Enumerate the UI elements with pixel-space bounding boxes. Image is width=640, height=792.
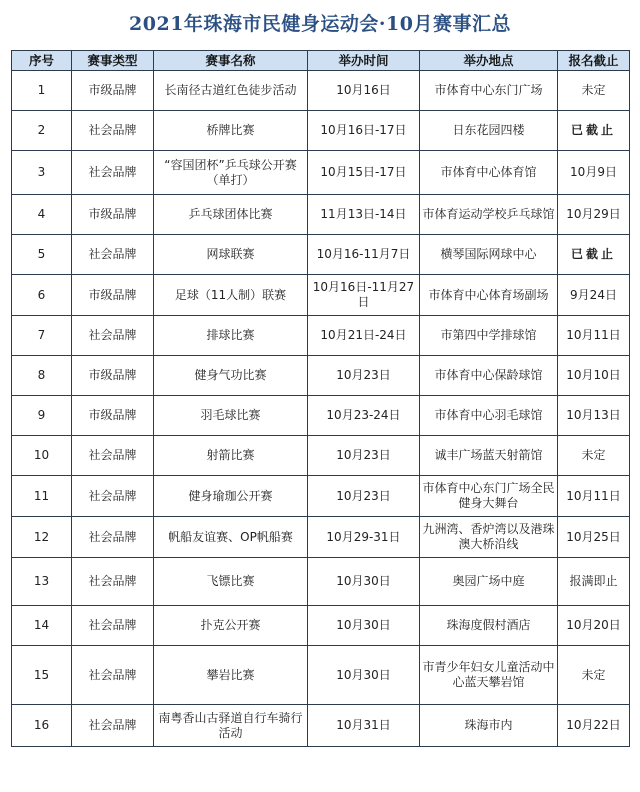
cell-deadline: 10月20日 (558, 606, 630, 646)
cell-index: 16 (12, 705, 72, 747)
cell-name: 帆船友谊赛、OP帆船赛 (154, 517, 308, 558)
cell-name: 桥牌比赛 (154, 111, 308, 151)
cell-type: 社会品牌 (72, 235, 154, 275)
header-index: 序号 (12, 51, 72, 71)
events-table (11, 50, 630, 747)
cell-deadline: 10月22日 (558, 705, 630, 747)
cell-deadline: 10月11日 (558, 316, 630, 356)
table-row (12, 151, 630, 195)
cell-deadline: 未定 (558, 646, 630, 705)
cell-date: 10月29-31日 (308, 517, 420, 558)
cell-type: 社会品牌 (72, 705, 154, 747)
table-row (12, 356, 630, 396)
cell-date: 10月23日 (308, 356, 420, 396)
cell-name: 羽毛球比赛 (154, 396, 308, 436)
cell-name: 射箭比赛 (154, 436, 308, 476)
cell-index: 6 (12, 275, 72, 316)
cell-type: 社会品牌 (72, 151, 154, 195)
table-row (12, 606, 630, 646)
cell-date: 10月23-24日 (308, 396, 420, 436)
table-row (12, 517, 630, 558)
cell-date: 10月23日 (308, 436, 420, 476)
cell-index: 11 (12, 476, 72, 517)
cell-deadline: 10月9日 (558, 151, 630, 195)
cell-type: 市级品牌 (72, 356, 154, 396)
cell-type: 社会品牌 (72, 646, 154, 705)
header-date: 举办时间 (308, 51, 420, 71)
cell-name: “容国团杯”乒乓球公开赛（单打） (154, 151, 308, 195)
cell-deadline: 已截止 (558, 111, 630, 151)
cell-date: 10月16-11月7日 (308, 235, 420, 275)
cell-index: 9 (12, 396, 72, 436)
cell-date: 10月21日-24日 (308, 316, 420, 356)
cell-index: 7 (12, 316, 72, 356)
cell-type: 市级品牌 (72, 195, 154, 235)
cell-type: 市级品牌 (72, 275, 154, 316)
cell-deadline: 10月25日 (558, 517, 630, 558)
cell-venue: 诚丰广场蓝天射箭馆 (420, 436, 558, 476)
cell-type: 社会品牌 (72, 558, 154, 606)
header-name: 赛事名称 (154, 51, 308, 71)
cell-deadline: 未定 (558, 436, 630, 476)
cell-name: 扑克公开赛 (154, 606, 308, 646)
table-row (12, 558, 630, 606)
header-row (12, 51, 630, 71)
cell-type: 社会品牌 (72, 111, 154, 151)
cell-type: 社会品牌 (72, 316, 154, 356)
cell-date: 10月15日-17日 (308, 151, 420, 195)
table-row (12, 436, 630, 476)
table-row (12, 111, 630, 151)
cell-venue: 珠海市内 (420, 705, 558, 747)
cell-deadline: 10月10日 (558, 356, 630, 396)
table-row (12, 396, 630, 436)
cell-date: 10月16日 (308, 71, 420, 111)
cell-name: 排球比赛 (154, 316, 308, 356)
cell-venue: 市体育中心体育场副场 (420, 275, 558, 316)
cell-deadline: 9月24日 (558, 275, 630, 316)
table-row (12, 646, 630, 705)
cell-date: 10月16日-17日 (308, 111, 420, 151)
cell-index: 10 (12, 436, 72, 476)
cell-name: 网球联赛 (154, 235, 308, 275)
cell-venue: 市体育中心羽毛球馆 (420, 396, 558, 436)
table-row (12, 71, 630, 111)
cell-name: 飞镖比赛 (154, 558, 308, 606)
table-row (12, 476, 630, 517)
cell-index: 14 (12, 606, 72, 646)
cell-venue: 市体育中心东门广场 (420, 71, 558, 111)
table-row (12, 316, 630, 356)
table-row (12, 275, 630, 316)
cell-name: 足球（11人制）联赛 (154, 275, 308, 316)
cell-date: 10月31日 (308, 705, 420, 747)
cell-venue: 奥园广场中庭 (420, 558, 558, 606)
cell-venue: 市第四中学排球馆 (420, 316, 558, 356)
cell-index: 1 (12, 71, 72, 111)
cell-type: 社会品牌 (72, 606, 154, 646)
cell-type: 社会品牌 (72, 436, 154, 476)
cell-type: 社会品牌 (72, 476, 154, 517)
cell-venue: 日东花园四楼 (420, 111, 558, 151)
cell-venue: 市体育中心东门广场全民健身大舞台 (420, 476, 558, 517)
cell-type: 市级品牌 (72, 396, 154, 436)
cell-date: 11月13日-14日 (308, 195, 420, 235)
cell-name: 健身气功比赛 (154, 356, 308, 396)
page-title: 2021年珠海市民健身运动会·10月赛事汇总 (129, 13, 511, 35)
cell-venue: 横琴国际网球中心 (420, 235, 558, 275)
cell-index: 5 (12, 235, 72, 275)
cell-index: 3 (12, 151, 72, 195)
cell-deadline: 10月13日 (558, 396, 630, 436)
cell-type: 社会品牌 (72, 517, 154, 558)
cell-date: 10月30日 (308, 558, 420, 606)
cell-index: 4 (12, 195, 72, 235)
table-row (12, 235, 630, 275)
cell-name: 乒乓球团体比赛 (154, 195, 308, 235)
cell-venue: 市体育运动学校乒乓球馆 (420, 195, 558, 235)
cell-name: 南粤香山古驿道自行车骑行活动 (154, 705, 308, 747)
cell-date: 10月23日 (308, 476, 420, 517)
table-row (12, 705, 630, 747)
cell-deadline: 10月29日 (558, 195, 630, 235)
table-row (12, 195, 630, 235)
header-venue: 举办地点 (420, 51, 558, 71)
cell-index: 2 (12, 111, 72, 151)
header-type: 赛事类型 (72, 51, 154, 71)
cell-deadline: 报满即止 (558, 558, 630, 606)
cell-deadline: 未定 (558, 71, 630, 111)
cell-deadline: 已截止 (558, 235, 630, 275)
cell-deadline: 10月11日 (558, 476, 630, 517)
cell-index: 12 (12, 517, 72, 558)
cell-venue: 市体育中心体育馆 (420, 151, 558, 195)
cell-date: 10月16日-11月27日 (308, 275, 420, 316)
cell-date: 10月30日 (308, 606, 420, 646)
header-deadline: 报名截止 (558, 51, 630, 71)
cell-venue: 市青少年妇女儿童活动中心蓝天攀岩馆 (420, 646, 558, 705)
cell-index: 8 (12, 356, 72, 396)
cell-index: 13 (12, 558, 72, 606)
cell-venue: 九洲湾、香炉湾以及港珠澳大桥沿线 (420, 517, 558, 558)
cell-venue: 市体育中心保龄球馆 (420, 356, 558, 396)
cell-name: 健身瑜珈公开赛 (154, 476, 308, 517)
cell-type: 市级品牌 (72, 71, 154, 111)
cell-name: 长南径古道红色徒步活动 (154, 71, 308, 111)
cell-date: 10月30日 (308, 646, 420, 705)
cell-index: 15 (12, 646, 72, 705)
cell-venue: 珠海度假村酒店 (420, 606, 558, 646)
cell-name: 攀岩比赛 (154, 646, 308, 705)
